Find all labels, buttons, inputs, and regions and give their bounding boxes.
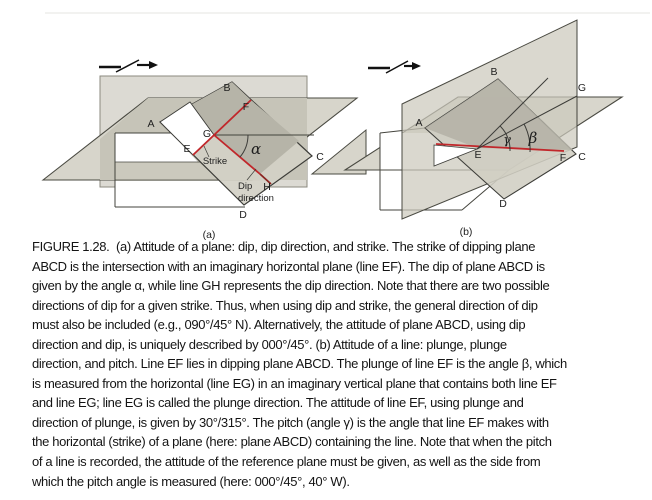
caption-line: FIGURE 1.28. (a) Attitude of a plane: dip, dip direction, and strike. The strike of dipping plane	[32, 239, 536, 254]
figure-caption	[32, 237, 628, 491]
point-label-a-C: C	[316, 151, 324, 163]
caption-line: direction and dip, is uniquely described by 000°/45°. (b) Attitude of a line: plunge, plunge	[32, 336, 507, 352]
direction-word-label: direction	[238, 193, 274, 204]
north-arrow-icon	[368, 61, 421, 73]
caption-line: must also be included (e.g., 090°/45° N). Alternatively, the attitude of plane ABCD, using dip	[32, 317, 526, 333]
beta-label: β	[528, 129, 538, 147]
diagram-a	[43, 60, 366, 241]
point-label-b-B: B	[490, 66, 498, 78]
point-label-b-C: C	[578, 151, 586, 163]
dip-word-label: Dip	[238, 181, 253, 192]
north-arrow-icon	[99, 60, 158, 72]
caption-line: the horizontal (strike) of a plane (here: plane ABCD) containing the line. Note that when the pitch	[32, 434, 552, 450]
caption-line: and line EG; line EG is called the plunge direction. The attitude of line EF, using plunge and	[32, 395, 524, 411]
panel-b-label: (b)	[459, 226, 473, 238]
point-label-a-F: F	[242, 101, 250, 113]
point-label-b-D: D	[499, 198, 507, 210]
caption-line: directions of dip for a given strike. Thus, when using dip and strike, the general direction of dip	[32, 297, 538, 313]
point-label-a-B: B	[223, 82, 231, 94]
gamma-label: γ	[503, 133, 511, 148]
point-label-b-A: A	[415, 117, 423, 129]
caption-line: ABCD is the intersection with an imaginary horizontal plane (line EF). The dip of plane ABCD is	[32, 258, 545, 274]
caption-line: which the pitch angle is measured (here: 000°/45°, 40° W).	[32, 473, 350, 489]
point-label-b-G: G	[577, 82, 587, 94]
point-label-a-D: D	[239, 209, 247, 221]
point-label-a-A: A	[147, 118, 155, 130]
point-label-a-E: E	[183, 143, 191, 155]
diagram-b	[345, 20, 622, 238]
point-label-b-E: E	[474, 149, 482, 161]
point-label-a-G: G	[202, 128, 212, 140]
point-label-b-F: F	[559, 152, 567, 164]
caption-line: given by the angle α, while line GH represents the dip direction. Note that there are two possible	[32, 278, 550, 294]
point-label-a-H: H	[263, 181, 271, 193]
panel-a-label: (a)	[202, 229, 216, 241]
caption-line: is measured from the horizontal (line EG) in an imaginary vertical plane that contains both line EF	[32, 375, 557, 391]
strike-word-label: Strike	[202, 156, 228, 167]
alpha-label: α	[251, 140, 262, 158]
caption-line: of a line is recorded, the attitude of the reference plane must be given, as well as the side from	[32, 454, 541, 470]
caption-line: direction, and pitch. Line EF lies in dipping plane ABCD. The plunge of line EF is the angle β, which	[32, 356, 567, 372]
caption-line: direction of plunge, is given by 30°/315°. The pitch (angle γ) is the angle that line EF makes with	[32, 414, 549, 430]
